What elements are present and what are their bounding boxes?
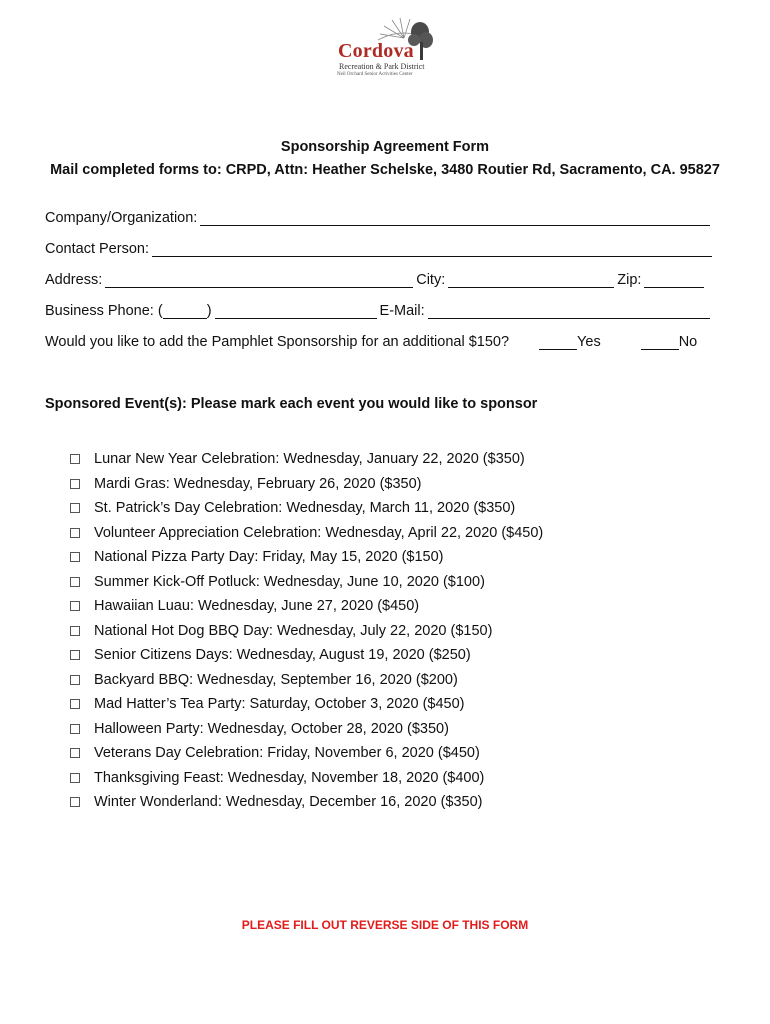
events-list (70, 447, 543, 815)
address-field[interactable] (105, 273, 413, 288)
event-label: Summer Kick-Off Potluck: Wednesday, June 10, 2020 ($100) (94, 573, 485, 590)
event-checkbox[interactable] (70, 528, 80, 538)
event-checkbox[interactable] (70, 577, 80, 587)
email-field[interactable] (428, 304, 710, 319)
list-item (70, 766, 543, 791)
event-label: Halloween Party: Wednesday, October 28, 2020 ($350) (94, 720, 449, 737)
event-checkbox[interactable] (70, 748, 80, 758)
list-item (70, 545, 543, 570)
contact-field[interactable] (152, 242, 712, 257)
event-label: Volunteer Appreciation Celebration: Wednesday, April 22, 2020 ($450) (94, 524, 544, 541)
event-label: Winter Wonderland: Wednesday, December 16, 2020 ($350) (94, 794, 483, 810)
event-label: St. Patrick’s Day Celebration: Wednesday, March 11, 2020 ($350) (94, 500, 516, 516)
event-label: Senior Citizens Days: Wednesday, August 19, 2020 ($250) (94, 647, 471, 663)
event-label: Thanksgiving Feast: Wednesday, November 18, 2020 ($400) (94, 769, 485, 786)
event-checkbox[interactable] (70, 650, 80, 660)
list-item (70, 668, 543, 693)
list-item (70, 472, 543, 497)
list-item (70, 570, 543, 595)
event-checkbox[interactable] (70, 503, 80, 513)
event-label: Hawaiian Luau: Wednesday, June 27, 2020 ($450) (94, 598, 420, 614)
email-label: E-Mail: (379, 303, 425, 319)
event-label: National Pizza Party Day: Friday, May 15, 2020 ($150) (94, 549, 444, 565)
yes-field[interactable] (539, 335, 577, 350)
pamphlet-question: Would you like to add the Pamphlet Sponsorship for an additional $150? (45, 334, 510, 350)
event-checkbox[interactable] (70, 773, 80, 783)
event-checkbox[interactable] (70, 797, 80, 807)
zip-label: Zip: (617, 272, 642, 288)
event-checkbox[interactable] (70, 479, 80, 489)
area-code-field[interactable] (163, 304, 207, 319)
event-checkbox[interactable] (70, 626, 80, 636)
no-label: No (678, 334, 698, 350)
event-checkbox[interactable] (70, 724, 80, 734)
event-label: Mad Hatter’s Tea Party: Saturday, October 3, 2020 ($450) (94, 696, 465, 712)
event-label: Lunar New Year Celebration: Wednesday, January 22, 2020 ($350) (94, 451, 525, 467)
contact-label: Contact Person: (45, 241, 149, 257)
list-item (70, 717, 543, 742)
event-checkbox[interactable] (70, 601, 80, 611)
zip-field[interactable] (644, 273, 704, 288)
list-item (70, 643, 543, 668)
contact-row (45, 241, 715, 257)
mail-instructions: Mail completed forms to: CRPD, Attn: Heather Schelske, 3480 Routier Rd, Sacramento, CA. 95827 (50, 162, 720, 178)
events-heading: Sponsored Event(s): Please mark each event you would like to sponsor (45, 396, 538, 412)
phone-label: Business Phone: ( (45, 303, 163, 319)
list-item (70, 619, 543, 644)
city-label: City: (416, 272, 446, 288)
list-item (70, 521, 543, 546)
no-field[interactable] (641, 335, 679, 350)
company-field[interactable] (200, 211, 710, 226)
logo-center-name: Neil Orchard Senior Activities Center (337, 72, 413, 77)
phone-field[interactable] (215, 304, 377, 319)
city-field[interactable] (448, 273, 614, 288)
list-item (70, 741, 543, 766)
phone-paren: ) (206, 303, 212, 319)
event-label: Veterans Day Celebration: Friday, November 6, 2020 ($450) (94, 745, 480, 761)
list-item (70, 496, 543, 521)
cordova-logo (334, 16, 438, 84)
list-item (70, 594, 543, 619)
event-checkbox[interactable] (70, 552, 80, 562)
event-checkbox[interactable] (70, 699, 80, 709)
pamphlet-row (45, 334, 697, 350)
address-label: Address: (45, 272, 103, 288)
company-row (45, 210, 713, 226)
phone-row (45, 303, 713, 319)
event-checkbox[interactable] (70, 675, 80, 685)
logo-subtitle: Recreation & Park District (339, 62, 425, 71)
reverse-side-notice: PLEASE FILL OUT REVERSE SIDE OF THIS FORM (241, 918, 529, 932)
company-label: Company/Organization: (45, 210, 198, 226)
list-item (70, 790, 543, 815)
event-label: Mardi Gras: Wednesday, February 26, 2020 ($350) (94, 475, 422, 492)
address-row (45, 272, 707, 288)
event-label: National Hot Dog BBQ Day: Wednesday, July 22, 2020 ($150) (94, 622, 493, 639)
list-item (70, 692, 543, 717)
logo-name: Cordova (338, 40, 414, 62)
yes-label: Yes (577, 334, 601, 350)
event-label: Backyard BBQ: Wednesday, September 16, 2020 ($200) (94, 671, 458, 688)
event-checkbox[interactable] (70, 454, 80, 464)
form-title: Sponsorship Agreement Form (280, 139, 490, 155)
list-item (70, 447, 543, 472)
